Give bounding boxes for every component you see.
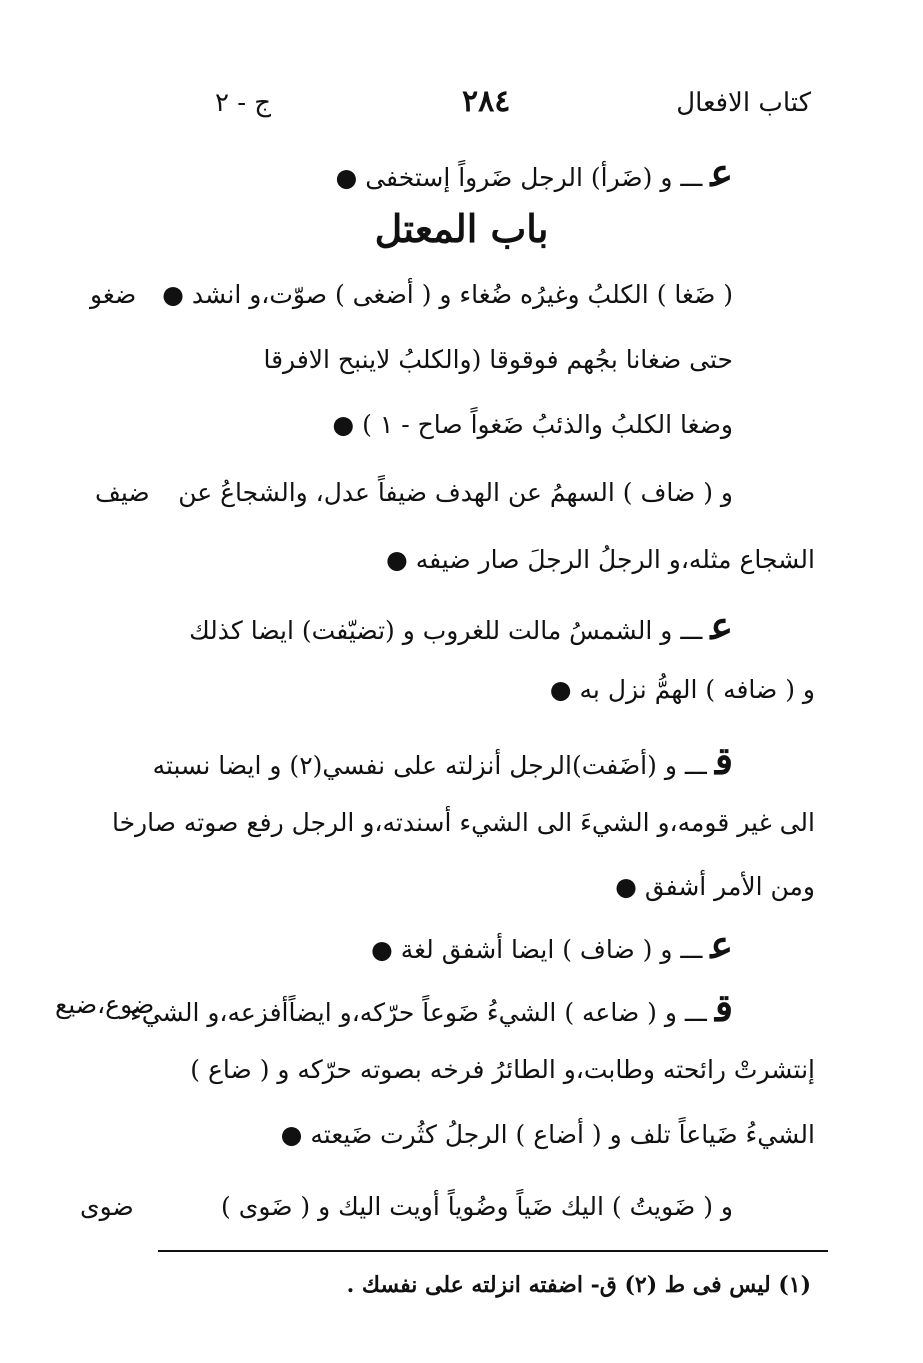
- margin-root: ضيف: [95, 478, 150, 507]
- text-line: الشيءُ ضَياعاً تلف و ( أضاع ) الرجلُ كثُرت ضَيعته ●: [280, 1120, 815, 1149]
- page-number: ٢٨٤: [462, 84, 511, 119]
- line-text: ـــ و الشمسُ مالت للغروب و (تضيّفت) ايضا كذلك: [189, 616, 703, 645]
- text-line: [335, 150, 733, 195]
- text-line: [153, 738, 733, 783]
- margin-root: ضوى: [80, 1192, 134, 1221]
- text-line: و ( ضاف ) السهمُ عن الهدف ضيفاً عدل، والشجاعُ عن: [178, 478, 733, 507]
- source-code: ق: [714, 985, 733, 1030]
- text-line: و ( ضَويتُ ) اليك ضَياً وضُوياً أويت اليك و ( ضَوى ): [221, 1192, 733, 1221]
- volume-label: ج - ٢: [215, 88, 272, 118]
- section-heading: باب المعتل: [374, 206, 549, 251]
- text-line: ( ضَغا ) الكلبُ وغيرُه ضُغاء و ( أضغى ) صوّت،و انشد ●: [162, 280, 733, 309]
- text-line: وضغا الكلبُ والذئبُ ضَغواً صاح - ١ ) ●: [332, 410, 733, 439]
- text-line: الى غير قومه،و الشيءَ الى الشيء أسندته،و الرجل رفع صوته صارخا: [111, 808, 815, 837]
- line-text: ـــ و ( ضاف ) ايضا أشفق لغة ●: [370, 935, 703, 964]
- footnote: (١) ليس فى ط (٢) ق- اضفته انزلته على نفسك .: [346, 1272, 811, 1298]
- line-text: ـــ و ( ضاعه ) الشيءُ ضَوعاً حرّكه،و ايضاًأفزعه،و الشيء: [129, 998, 707, 1027]
- text-line: [130, 985, 733, 1030]
- source-code: ع: [710, 922, 733, 967]
- text-line: [371, 922, 733, 967]
- text-line: و ( ضافه ) الهمُّ نزل به ●: [549, 675, 815, 704]
- footnote-divider: [158, 1250, 828, 1252]
- book-title: كتاب الافعال: [676, 88, 811, 118]
- margin-root: ضغو: [90, 280, 137, 309]
- line-text: ـــ و (أضَفت)الرجل أنزلته على نفسي(٢) و ايضا نسبته: [152, 751, 707, 780]
- source-code: ق: [714, 738, 733, 783]
- text-line: [189, 603, 733, 648]
- line-text: ـــ و (ضَرأ) الرجل ضَرواً إستخفى ●: [335, 163, 703, 192]
- text-line: الشجاع مثله،و الرجلُ الرجلَ صار ضيفه ●: [385, 545, 815, 574]
- margin-root: ضوع،ضيع: [55, 990, 155, 1019]
- source-code: ع: [710, 603, 733, 648]
- text-line: إنتشرتْ رائحته وطابت،و الطائرُ فرخه بصوته حرّكه و ( ضاع ): [190, 1055, 815, 1084]
- text-line: ومن الأمر أشفق ●: [615, 872, 815, 901]
- text-line: حتى ضغانا بجُهم فوقوقا (والكلبُ لاينبح الافرقا: [263, 345, 733, 374]
- source-code: ع: [710, 150, 733, 195]
